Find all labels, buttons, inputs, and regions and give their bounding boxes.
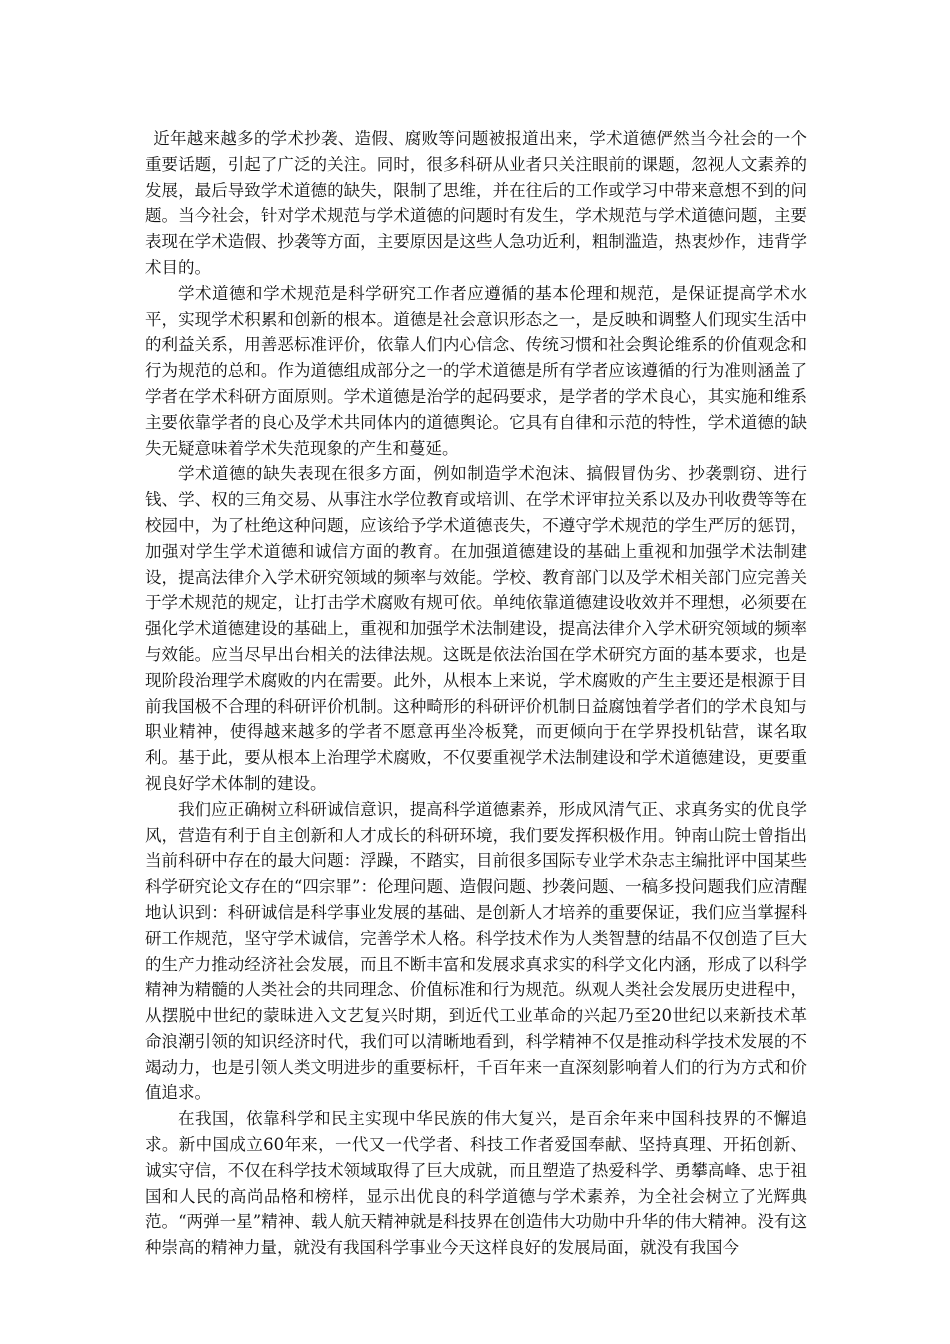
paragraph-4: 我们应正确树立科研诚信意识，提高科学道德素养，形成风清气正、求真务实的优良学风，营造有利于自主创新和人才成长的科研环境，我们要发挥积极作用。钟南山院士曾指出当前科研中存在的最大问题：浮躁，不踏实，目前很多国际专业学术杂志主编批评中国某些科学研究论文存在的“四宗罪”：伦理问题、造假问题、抄袭问题、一稿多投问题我们应清醒地认识到：科研诚信是科学事业发展的基础、是创新人才培养的重要保证，我们应当掌握科研工作规范，坚守学术诚信，完善学术人格。科学技术作为人类智慧的结晶不仅创造了巨大的生产力推动经济社会发展，而且不断丰富和发展求真求实的科学文化内涵，形成了以科学精神为精髓的人类社会的共同理念、价值标准和行为规范。纵观人类社会发展历史进程中，从摆脱中世纪的蒙昧进入文艺复兴时期，到近代工业革命的兴起乃至20世纪以来新技术革命浪潮引领的知识经济时代，我们可以清晰地看到，科学精神不仅是推动科学技术发展的不竭动力，也是引领人类文明进步的重要标杆，千百年来一直深刻影响着人们的行为方式和价值追求。 [145,799,807,1103]
paragraph-5: 在我国，依靠科学和民主实现中华民族的伟大复兴，是百余年来中国科技界的不懈追求。新中国成立60年来，一代又一代学者、科技工作者爱国奉献、坚持真理、开拓创新、诚实守信，不仅在科学技术领域取得了巨大成就，而且塑造了热爱科学、勇攀高峰、忠于祖国和人民的高尚品格和榜样，显示出优良的科学道德与学术素养，为全社会树立了光辉典范。“两弹一星”精神、载人航天精神就是科技界在创造伟大功勋中升华的伟大精神。没有这种崇高的精神力量，就没有我国科学事业今天这样良好的发展局面，就没有我国今 [145,1109,807,1258]
document-body [145,126,807,1261]
paragraph-1: 近年越来越多的学术抄袭、造假、腐败等问题被报道出来，学术道德俨然当今社会的一个重要话题，引起了广泛的关注。同时，很多科研从业者只关注眼前的课题，忽视人文素养的发展，最后导致学术道德的缺失，限制了思维，并在往后的工作或学习中带来意想不到的问题。当今社会，针对学术规范与学术道德的问题时有发生，学术规范与学术道德问题，主要表现在学术造假、抄袭等方面，主要原因是这些人急功近利，粗制滥造，热衷炒作，违背学术目的。 [145,129,807,277]
paragraph-3: 学术道德的缺失表现在很多方面，例如制造学术泡沫、搞假冒伪劣、抄袭剽窃、进行钱、学、权的三角交易、从事注水学位教育或培训、在学术评审拉关系以及办刊收费等等在校园中，为了杜绝这种问题，应该给予学术道德丧失，不遵守学术规范的学生严厉的惩罚，加强对学生学术道德和诚信方面的教育。在加强道德建设的基础上重视和加强学术法制建设，提高法律介入学术研究领域的频率与效能。学校、教育部门以及学术相关部门应完善关于学术规范的规定，让打击学术腐败有规可依。单纯依靠道德建设收效并不理想，必须要在强化学术道德建设的基础上，重视和加强学术法制建设，提高法律介入学术研究领域的频率与效能。应当尽早出台相关的法律法规。这既是依法治国在学术研究方面的基本要求，也是现阶段治理学术腐败的内在需要。此外，从根本上来说，学术腐败的产生主要还是根源于目前我国极不合理的科研评价机制。这种畸形的科研评价机制日益腐蚀着学者们的学术良知与职业精神，使得越来越多的学者不愿意再坐冷板凳，而更倾向于在学界投机钻营，谋名取利。基于此，要从根本上治理学术腐败，不仅要重视学术法制建设和学术道德建设，更要重视良好学术体制的建设。 [145,464,807,793]
paragraph-2: 学术道德和学术规范是科学研究工作者应遵循的基本伦理和规范，是保证提高学术水平，实现学术积累和创新的根本。道德是社会意识形态之一，是反映和调整人们现实生活中的利益关系，用善恶标准评价，依靠人们内心信念、传统习惯和社会舆论维系的价值观念和行为规范的总和。作为道德组成部分之一的学术道德是所有学者应该遵循的行为准则涵盖了学者在学术科研方面原则。学术道德是治学的起码要求，是学者的学术良心，其实施和维系主要依靠学者的良心及学术共同体内的道德舆论。它具有自律和示范的特性，学术道德的缺失无疑意味着学术失范现象的产生和蔓延。 [145,283,807,458]
